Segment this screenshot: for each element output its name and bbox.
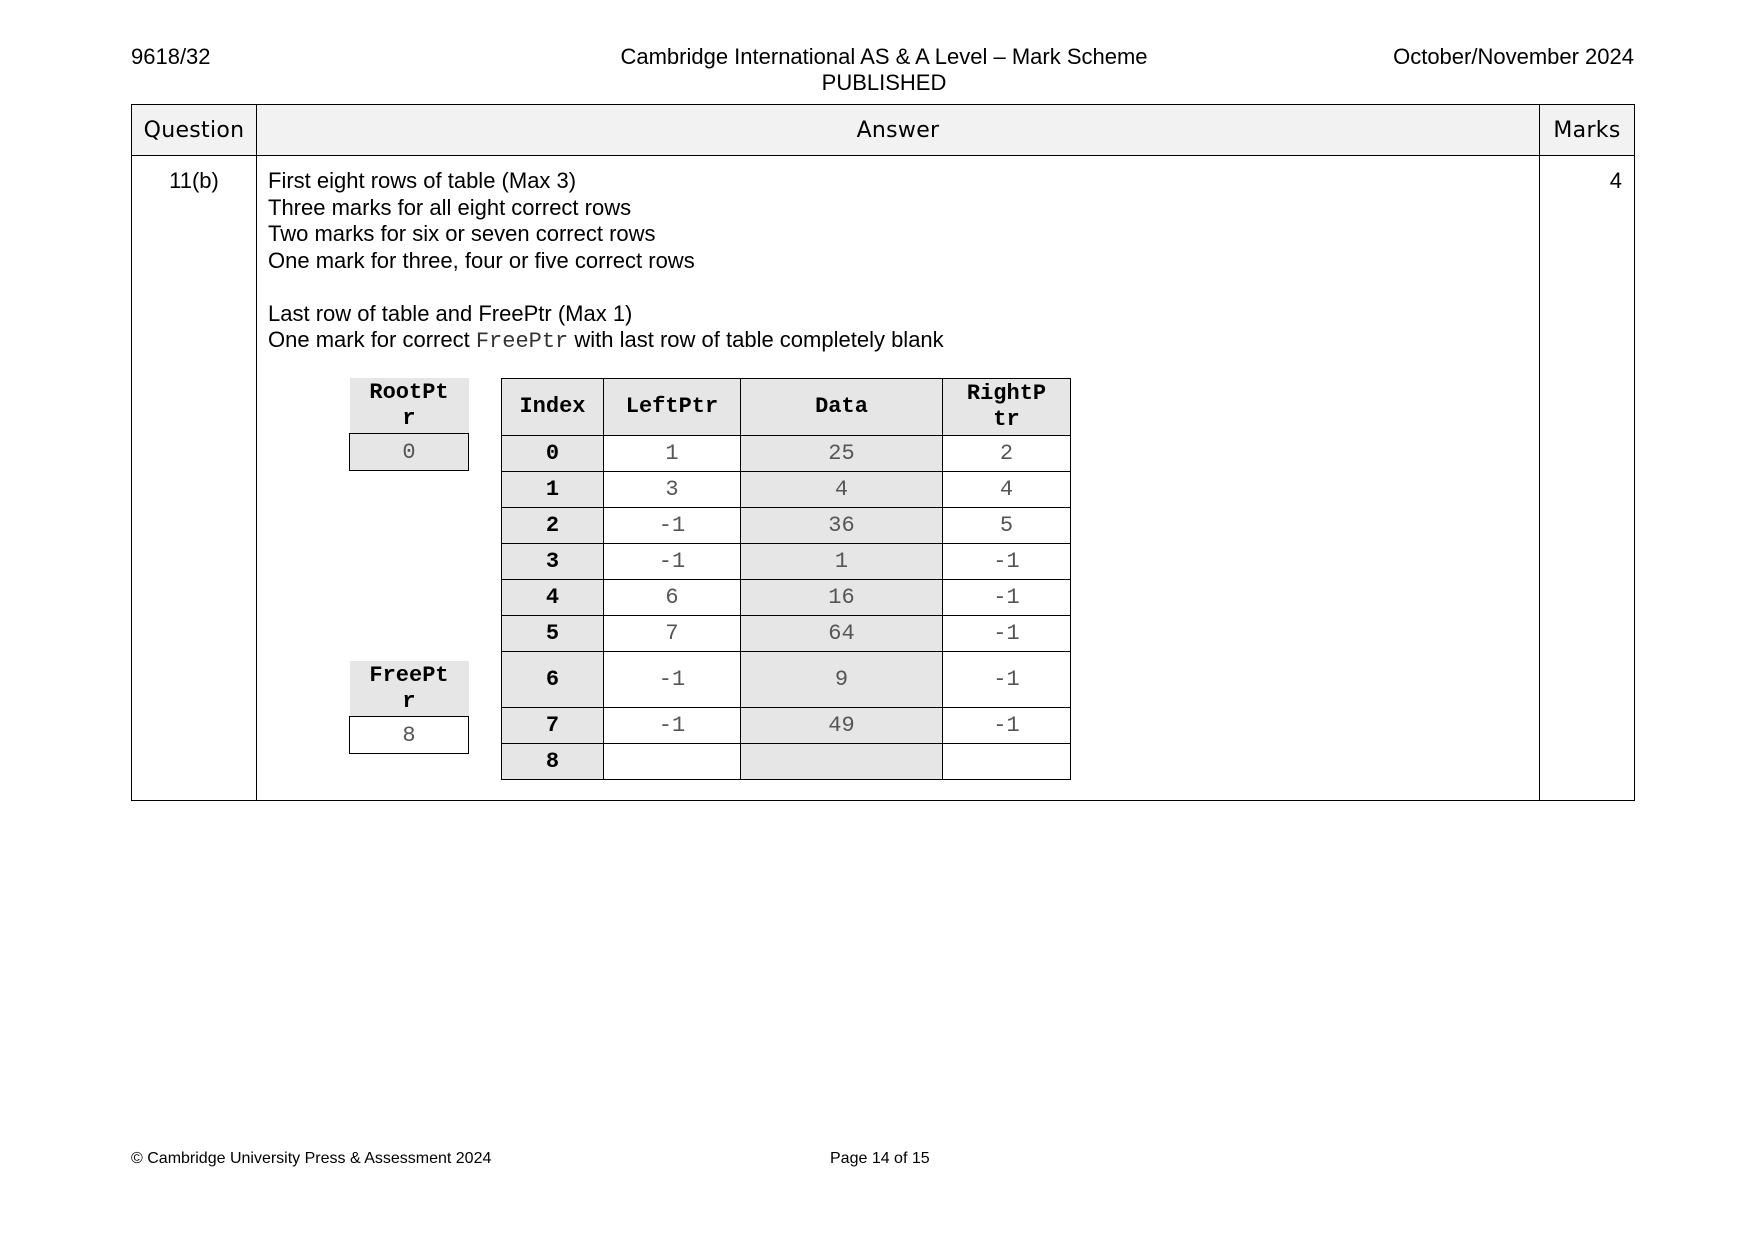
data-cell: 36 bbox=[741, 508, 943, 544]
table-row bbox=[502, 652, 1071, 708]
binary-tree-table bbox=[501, 378, 1071, 780]
data-cell: 9 bbox=[741, 652, 943, 708]
copyright-notice: © Cambridge University Press & Assessment 2024 bbox=[131, 1150, 492, 1167]
index-cell: 5 bbox=[502, 616, 604, 652]
table-row bbox=[502, 708, 1071, 744]
rightptr-cell bbox=[943, 744, 1071, 780]
rightptr-cell: 5 bbox=[943, 508, 1071, 544]
table-row bbox=[502, 472, 1071, 508]
table-row bbox=[502, 508, 1071, 544]
index-cell: 7 bbox=[502, 708, 604, 744]
marks-column-header: Marks bbox=[1540, 105, 1635, 156]
answer-line-pre: One mark for correct bbox=[268, 327, 476, 352]
answer-line: One mark for three, four or five correct rows bbox=[268, 247, 695, 273]
leftptr-cell: -1 bbox=[604, 544, 741, 580]
data-cell: 1 bbox=[741, 544, 943, 580]
table-row bbox=[502, 744, 1071, 780]
paper-code: 9618/32 bbox=[131, 44, 211, 69]
page-number: Page 14 of 15 bbox=[830, 1150, 930, 1167]
answer-text bbox=[268, 168, 944, 356]
data-cell: 25 bbox=[741, 436, 943, 472]
leftptr-cell: 6 bbox=[604, 580, 741, 616]
free-pointer-label bbox=[350, 661, 469, 717]
table-row bbox=[502, 544, 1071, 580]
answer-line-post: with last row of table completely blank bbox=[568, 327, 944, 352]
index-cell: 6 bbox=[502, 652, 604, 708]
exam-session: October/November 2024 bbox=[1393, 44, 1634, 69]
rightptr-cell: -1 bbox=[943, 544, 1071, 580]
rightptr-cell: -1 bbox=[943, 708, 1071, 744]
rightptr-cell: 2 bbox=[943, 436, 1071, 472]
root-pointer-label-line1: RootPt bbox=[369, 379, 449, 405]
index-cell: 2 bbox=[502, 508, 604, 544]
root-pointer-label-line2: r bbox=[402, 405, 416, 431]
document-title-main: Cambridge International AS & A Level – Mark Scheme bbox=[620, 44, 1148, 69]
data-cell: 16 bbox=[741, 580, 943, 616]
leftptr-cell: 3 bbox=[604, 472, 741, 508]
table-row bbox=[502, 616, 1071, 652]
freeptr-code: FreePtr bbox=[475, 329, 569, 354]
index-column-header: Index bbox=[502, 379, 604, 436]
mark-scheme-row bbox=[132, 156, 1635, 801]
data-cell: 49 bbox=[741, 708, 943, 744]
answer-line: Last row of table and FreePtr (Max 1) bbox=[268, 300, 633, 326]
index-cell: 4 bbox=[502, 580, 604, 616]
rightptr-cell: -1 bbox=[943, 616, 1071, 652]
leftptr-cell: -1 bbox=[604, 652, 741, 708]
root-pointer-value: 0 bbox=[350, 434, 469, 471]
answer-line: Two marks for six or seven correct rows bbox=[268, 221, 656, 246]
question-column-header: Question bbox=[132, 105, 257, 156]
document-title-status: PUBLISHED bbox=[821, 70, 947, 95]
rightptr-cell: 4 bbox=[943, 472, 1071, 508]
tree-header-row bbox=[502, 379, 1071, 436]
marks-value: 4 bbox=[1540, 156, 1635, 801]
answer-line: Three marks for all eight correct rows bbox=[268, 194, 632, 220]
answer-column-header: Answer bbox=[257, 105, 1540, 156]
table-row bbox=[502, 580, 1071, 616]
answer-spacer bbox=[268, 274, 944, 301]
mark-scheme-header-row bbox=[132, 105, 1635, 156]
leftptr-cell: 7 bbox=[604, 616, 741, 652]
answer-cell bbox=[257, 156, 1540, 801]
rightptr-cell: -1 bbox=[943, 580, 1071, 616]
rightptr-header-line2: tr bbox=[993, 407, 1020, 432]
data-column-header: Data bbox=[741, 379, 943, 436]
data-cell: 4 bbox=[741, 472, 943, 508]
index-cell: 0 bbox=[502, 436, 604, 472]
data-cell: 64 bbox=[741, 616, 943, 652]
free-pointer-label-line2: r bbox=[402, 688, 416, 714]
leftptr-cell: -1 bbox=[604, 708, 741, 744]
leftptr-cell: -1 bbox=[604, 508, 741, 544]
leftptr-cell bbox=[604, 744, 741, 780]
root-pointer-box bbox=[349, 378, 469, 471]
answer-line bbox=[268, 327, 944, 356]
table-row bbox=[502, 436, 1071, 472]
mark-scheme-table bbox=[131, 104, 1635, 801]
free-pointer-value: 8 bbox=[350, 717, 469, 754]
index-cell: 1 bbox=[502, 472, 604, 508]
rightptr-cell: -1 bbox=[943, 652, 1071, 708]
free-pointer-box bbox=[349, 661, 469, 754]
free-pointer-label-line1: FreePt bbox=[369, 662, 449, 688]
rightptr-column-header bbox=[943, 379, 1071, 436]
answer-line: First eight rows of table (Max 3) bbox=[268, 168, 577, 193]
rightptr-header-line1: RightP bbox=[966, 381, 1047, 406]
index-cell: 8 bbox=[502, 744, 604, 780]
data-cell bbox=[741, 744, 943, 780]
leftptr-cell: 1 bbox=[604, 436, 741, 472]
root-pointer-label bbox=[350, 378, 469, 434]
question-number: 11(b) bbox=[132, 156, 257, 801]
leftptr-column-header: LeftPtr bbox=[604, 379, 741, 436]
index-cell: 3 bbox=[502, 544, 604, 580]
